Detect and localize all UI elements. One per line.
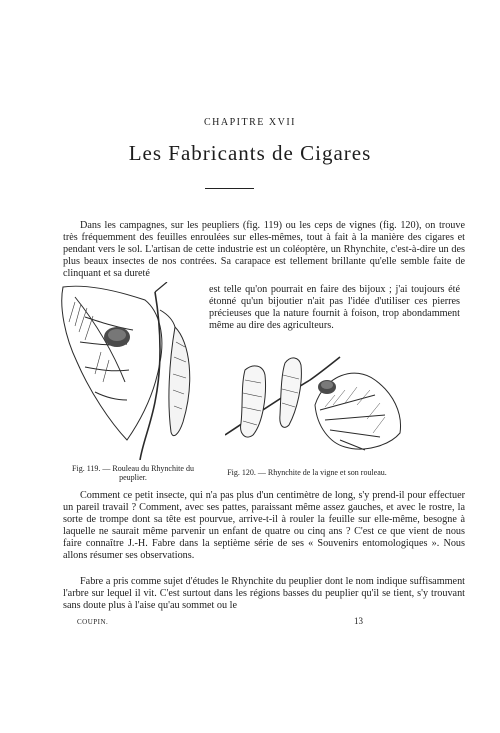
page-number: 13: [354, 616, 363, 626]
paragraph-3: Fabre a pris comme sujet d'études le Rhynchite du peuplier dont le nom indique suffisamment l'arbre sur lequel il vit. C'est surtout dans les régions basses du peuplier qu'il se tient, s'y trouvant sans doute plus à l'aise qu'au sommet ou le: [63, 576, 465, 611]
chapter-title: Les Fabricants de Cigares: [128, 141, 372, 165]
paragraph-2: Comment ce petit insecte, qui n'a pas plus d'un centimètre de long, s'y prend-il pour effectuer un pareil travail ? Comment, avec ses pattes, paraissant même assez gauches, et avec le rostre, la sorte de trompe dont sa tête est pourvue, arrive-t-il à rouler la feuille sur elle-même, besogne à laquelle ne saurait même parvenir un enfant de quatre ou cinq ans ? C'est ce que vient de nous faire connaître J.-H. Fabre dans la septième série de ses « Souvenirs entomologiques ». Nous allons résumer ses observations.: [63, 490, 465, 561]
title-divider: [205, 188, 254, 189]
footer-signature: COUPIN.: [77, 618, 109, 626]
figure-120-caption: Fig. 120. — Rhynchite de la vigne et son rouleau.: [227, 468, 387, 477]
paragraph-1-side: est telle qu'on pourrait en faire des bijoux ; j'ai toujours été étonné qu'un bijoutier n'ait pas l'idée d'utiliser ces pierres précieuses que la nature fournit à foison, trop abondamment même au dire des agriculteurs.: [209, 284, 460, 331]
chapter-label: CHAPITRE XVII: [204, 117, 296, 128]
paragraph-1-top: Dans les campagnes, sur les peupliers (fig. 119) ou les ceps de vignes (fig. 120), on trouve très fréquemment des feuilles enroulées sur elles-mêmes, tout à fait à la manière des cigares et pendant vers le sol. L'artisan de cette industrie est un coléoptère, un Rhynchite, c'est-à-dire un des plus beaux insectes de nos contrées. Sa carapace est tellement brillante qu'elle semble faite de clinquant et sa dureté: [63, 220, 465, 279]
figure-119-poplar-leaf-roll: [55, 282, 215, 460]
figure-120-vine-leaf-roll: [225, 335, 410, 463]
figure-119-caption: Fig. 119. — Rouleau du Rhynchite du peuplier.: [72, 464, 194, 482]
